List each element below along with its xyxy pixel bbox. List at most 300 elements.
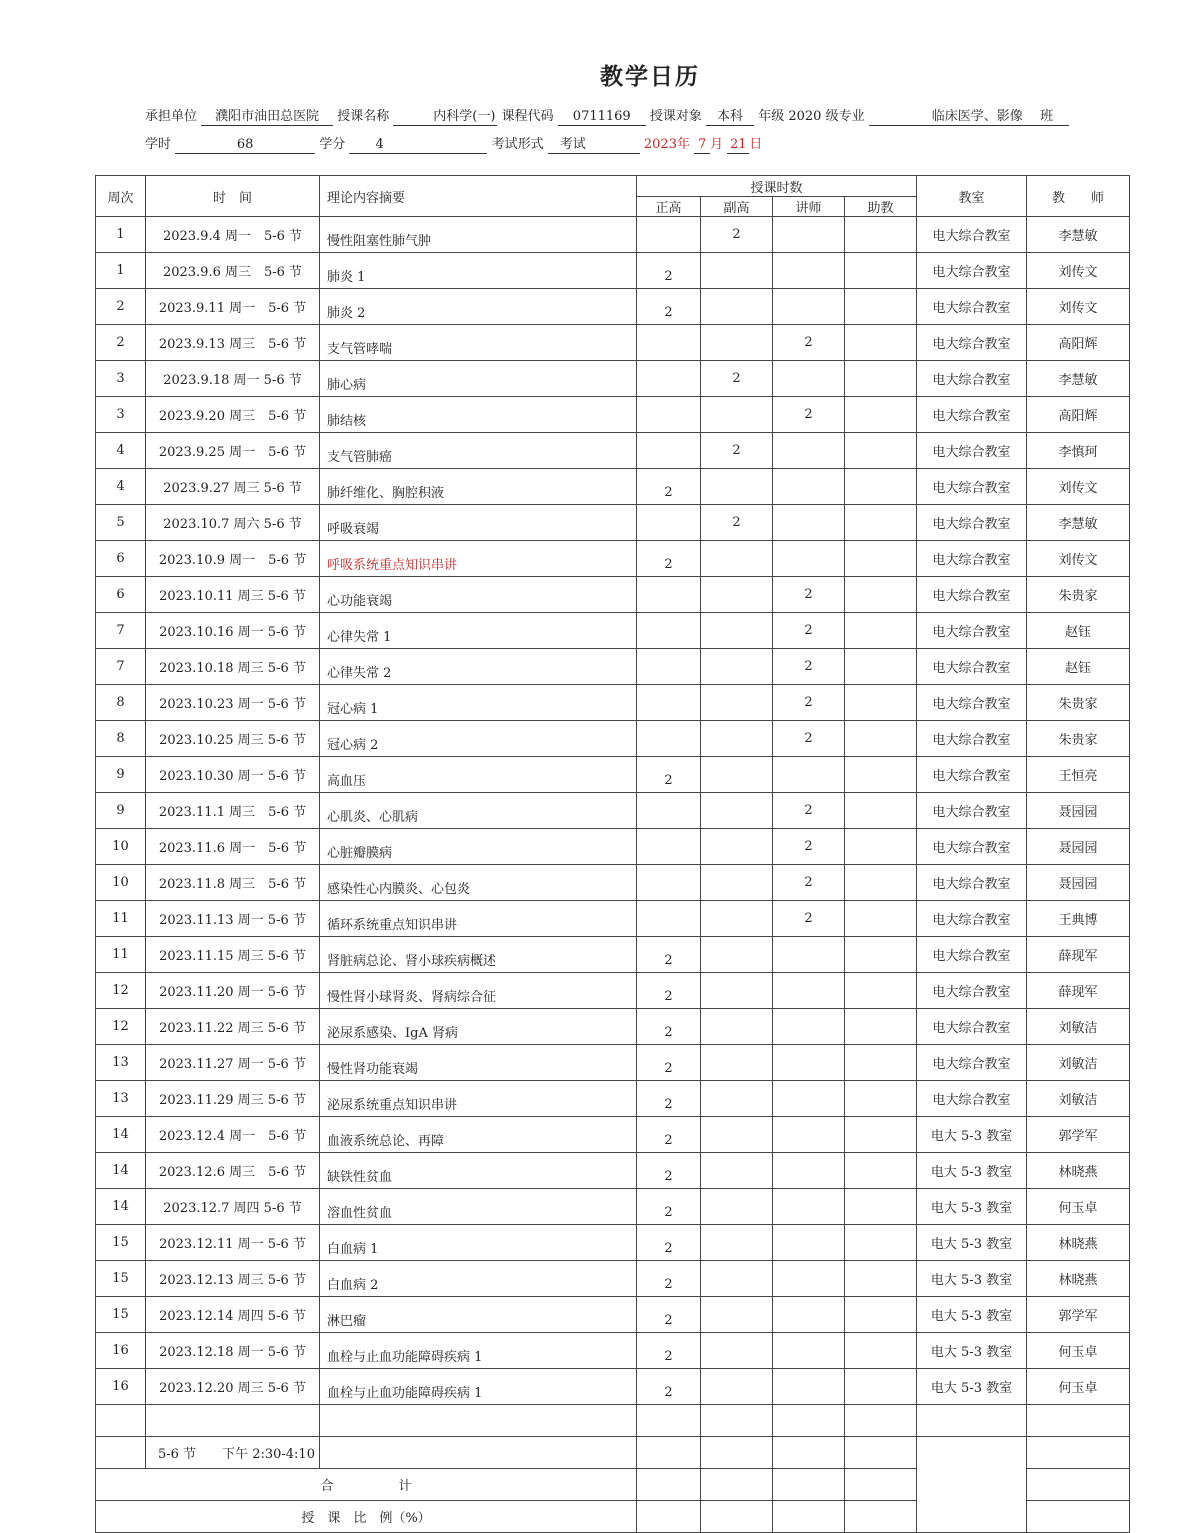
cell-room: 电大综合教室 [917,361,1027,397]
cell-fugao: 2 [701,433,773,469]
cell-fugao: 2 [701,217,773,253]
cell-time: 2023.10.9 周一 5-6 节 [146,541,320,577]
cell-room: 电大 5-3 教室 [917,1333,1027,1369]
cell-jiangshi [773,541,845,577]
cell-time: 2023.12.7 周四 5-6 节 [146,1189,320,1225]
cell-zhenggao: 2 [637,1009,701,1045]
cell-fugao [701,1261,773,1297]
cell-room: 电大综合教室 [917,793,1027,829]
major-value: 临床医学、影像 [869,109,1025,126]
cell-zhujiao [845,217,917,253]
total-label: 合 计 [96,1469,637,1501]
cell-content: 支气管哮喘 [320,325,637,361]
cell-room: 电大 5-3 教室 [917,1297,1027,1333]
cell-week: 14 [96,1117,146,1153]
time-note-row [96,1437,1130,1469]
cell-content: 呼吸衰竭 [320,505,637,541]
cell-teacher: 李慧敏 [1027,505,1130,541]
table-row [96,1117,1130,1153]
cell-fugao [701,577,773,613]
table-row [96,757,1130,793]
cell-jiangshi: 2 [773,829,845,865]
cell-content: 心肌炎、心肌病 [320,793,637,829]
cell-jiangshi: 2 [773,685,845,721]
cell-week: 15 [96,1261,146,1297]
cell-time: 2023.9.6 周三 5-6 节 [146,253,320,289]
cell-zhujiao [845,1081,917,1117]
cell-zhenggao [637,577,701,613]
cell-time: 2023.9.11 周一 5-6 节 [146,289,320,325]
cell-week: 12 [96,1009,146,1045]
cell-teacher: 刘敏洁 [1027,1045,1130,1081]
cell-fugao [701,1297,773,1333]
table-row [96,397,1130,433]
cell-jiangshi [773,1117,845,1153]
cell-content: 呼吸系统重点知识串讲 [320,541,637,577]
grade-value: 2020 [788,109,822,124]
cell-time: 2023.12.18 周一 5-6 节 [146,1333,320,1369]
cell-jiangshi: 2 [773,577,845,613]
cell-teacher: 聂园园 [1027,865,1130,901]
cell-room: 电大 5-3 教室 [917,1117,1027,1153]
cell-teacher: 薛现军 [1027,973,1130,1009]
cell-time: 2023.11.13 周一 5-6 节 [146,901,320,937]
cell-zhujiao [845,289,917,325]
cell-time: 2023.11.20 周一 5-6 节 [146,973,320,1009]
cell-teacher: 王恒亮 [1027,757,1130,793]
cell-fugao [701,613,773,649]
cell-week: 5 [96,505,146,541]
exam-value: 考试 [548,137,640,154]
cell-zhenggao [637,217,701,253]
header-time: 时 间 [146,176,320,217]
table-row [96,1045,1130,1081]
cell-zhujiao [845,865,917,901]
cell-content: 循环系统重点知识串讲 [320,901,637,937]
cell-room: 电大综合教室 [917,433,1027,469]
cell-zhujiao [845,361,917,397]
cell-content: 心律失常 1 [320,613,637,649]
table-row [96,649,1130,685]
cell-jiangshi: 2 [773,721,845,757]
cell-jiangshi [773,505,845,541]
cell-zhenggao [637,685,701,721]
cell-time: 2023.11.29 周三 5-6 节 [146,1081,320,1117]
teaching-calendar-table [95,175,1130,1533]
cell-fugao: 2 [701,361,773,397]
cell-jiangshi [773,937,845,973]
cell-week: 16 [96,1369,146,1405]
header-room: 教室 [917,176,1027,217]
cell-fugao [701,937,773,973]
cell-teacher: 赵钰 [1027,649,1130,685]
cell-content: 心脏瓣膜病 [320,829,637,865]
cell-zhenggao [637,397,701,433]
cell-zhujiao [845,325,917,361]
cell-fugao [701,1369,773,1405]
cell-fugao [701,1153,773,1189]
cell-zhenggao: 2 [637,1369,701,1405]
cell-room: 电大综合教室 [917,253,1027,289]
hours-label: 学时 [145,137,172,152]
cell-content: 泌尿系统重点知识串讲 [320,1081,637,1117]
hours-value: 68 [175,137,315,154]
cell-zhujiao [845,937,917,973]
cell-teacher: 赵钰 [1027,613,1130,649]
cell-week: 14 [96,1189,146,1225]
cell-time: 2023.10.18 周三 5-6 节 [146,649,320,685]
cell-time: 2023.12.13 周三 5-6 节 [146,1261,320,1297]
cell-room: 电大综合教室 [917,973,1027,1009]
target-value: 本科 [706,109,754,126]
header-hours-group: 授课时数 [637,176,917,197]
cell-room: 电大 5-3 教室 [917,1261,1027,1297]
cell-zhujiao [845,1153,917,1189]
cell-room: 电大综合教室 [917,721,1027,757]
header-content: 理论内容摘要 [320,176,637,217]
cell-zhenggao [637,901,701,937]
cell-content: 白血病 2 [320,1261,637,1297]
cell-zhujiao [845,469,917,505]
cell-room: 电大 5-3 教室 [917,1225,1027,1261]
cell-content: 肺炎 2 [320,289,637,325]
cell-content: 泌尿系感染、IgA 肾病 [320,1009,637,1045]
cell-room: 电大综合教室 [917,541,1027,577]
cell-zhenggao: 2 [637,1261,701,1297]
cell-content: 血液系统总论、再障 [320,1117,637,1153]
cell-zhujiao [845,721,917,757]
cell-jiangshi: 2 [773,793,845,829]
cell-content: 冠心病 1 [320,685,637,721]
cell-time: 2023.11.8 周三 5-6 节 [146,865,320,901]
cell-time: 2023.9.4 周一 5-6 节 [146,217,320,253]
table-row [96,901,1130,937]
cell-zhujiao [845,1297,917,1333]
cell-time: 2023.11.27 周一 5-6 节 [146,1045,320,1081]
exam-label: 考试形式 [491,137,544,152]
cell-time: 2023.12.14 周四 5-6 节 [146,1297,320,1333]
credits-value: 4 [349,137,487,154]
cell-zhujiao [845,433,917,469]
cell-teacher: 刘敏洁 [1027,1009,1130,1045]
cell-week: 6 [96,541,146,577]
table-row [96,721,1130,757]
cell-week: 11 [96,901,146,937]
cell-room: 电大综合教室 [917,757,1027,793]
cell-content: 高血压 [320,757,637,793]
cell-time: 2023.9.20 周三 5-6 节 [146,397,320,433]
cell-zhujiao [845,397,917,433]
cell-jiangshi [773,1045,845,1081]
cell-jiangshi [773,361,845,397]
cell-jiangshi [773,1153,845,1189]
cell-fugao [701,721,773,757]
cell-zhenggao [637,613,701,649]
table-row [96,1189,1130,1225]
cell-teacher: 聂园园 [1027,793,1130,829]
cell-fugao [701,541,773,577]
cell-teacher: 薛现军 [1027,937,1130,973]
cell-jiangshi: 2 [773,325,845,361]
cell-jiangshi [773,1369,845,1405]
cell-jiangshi [773,1333,845,1369]
cell-time: 2023.9.27 周三 5-6 节 [146,469,320,505]
cell-zhenggao: 2 [637,253,701,289]
cell-fugao [701,973,773,1009]
cell-zhujiao [845,253,917,289]
cell-content: 感染性心内膜炎、心包炎 [320,865,637,901]
cell-fugao [701,469,773,505]
cell-fugao [701,649,773,685]
header-week: 周次 [96,176,146,217]
cell-teacher: 刘传文 [1027,469,1130,505]
code-label: 课程代码 [501,109,554,124]
cell-jiangshi: 2 [773,901,845,937]
cell-fugao [701,757,773,793]
table-row [96,217,1130,253]
cell-room: 电大综合教室 [917,649,1027,685]
cell-jiangshi [773,253,845,289]
cell-zhenggao: 2 [637,1117,701,1153]
table-row [96,289,1130,325]
table-row [96,1261,1130,1297]
cell-teacher: 朱贵家 [1027,721,1130,757]
cell-time: 2023.9.18 周一 5-6 节 [146,361,320,397]
cell-time: 2023.11.6 周一 5-6 节 [146,829,320,865]
cell-time: 2023.9.13 周三 5-6 节 [146,325,320,361]
table-row [96,469,1130,505]
cell-jiangshi [773,217,845,253]
cell-week: 7 [96,613,146,649]
cell-room: 电大综合教室 [917,937,1027,973]
cell-room: 电大 5-3 教室 [917,1189,1027,1225]
class-label: 班 [1025,109,1069,126]
cell-content: 缺铁性贫血 [320,1153,637,1189]
cell-week: 6 [96,577,146,613]
cell-zhenggao [637,433,701,469]
time-note: 5-6 节 下午 2:30-4:10 [146,1437,320,1469]
cell-zhenggao: 2 [637,541,701,577]
calendar-date: 2023年 7 月 21 日 [643,137,763,152]
cell-teacher: 林晓燕 [1027,1261,1130,1297]
cell-week: 10 [96,829,146,865]
cell-zhenggao [637,829,701,865]
cell-zhenggao: 2 [637,1153,701,1189]
cell-week: 10 [96,865,146,901]
cell-week: 12 [96,973,146,1009]
code-value: 0711169 [558,109,646,126]
cell-time: 2023.11.1 周三 5-6 节 [146,793,320,829]
cell-jiangshi [773,1261,845,1297]
cell-room: 电大综合教室 [917,289,1027,325]
cell-content: 慢性肾小球肾炎、肾病综合征 [320,973,637,1009]
cell-jiangshi [773,757,845,793]
cell-fugao [701,1189,773,1225]
cell-zhujiao [845,577,917,613]
table-row [96,865,1130,901]
cell-week: 2 [96,289,146,325]
cell-week: 3 [96,361,146,397]
cell-room: 电大综合教室 [917,397,1027,433]
header-zhenggao: 正高 [637,197,701,217]
table-row [96,685,1130,721]
cell-time: 2023.10.11 周三 5-6 节 [146,577,320,613]
cell-jiangshi [773,433,845,469]
cell-zhenggao [637,361,701,397]
cell-week: 15 [96,1225,146,1261]
blank-row [96,1405,1130,1437]
cell-zhenggao: 2 [637,1189,701,1225]
cell-content: 白血病 1 [320,1225,637,1261]
info-line-1 [145,105,1069,126]
cell-content: 溶血性贫血 [320,1189,637,1225]
cell-content: 血栓与止血功能障碍疾病 1 [320,1369,637,1405]
cell-room: 电大综合教室 [917,1081,1027,1117]
table-row [96,1153,1130,1189]
table-row [96,937,1130,973]
cell-zhenggao [637,793,701,829]
table-row [96,541,1130,577]
cell-room: 电大综合教室 [917,577,1027,613]
cell-teacher: 林晓燕 [1027,1153,1130,1189]
cell-room: 电大 5-3 教室 [917,1153,1027,1189]
cell-content: 心律失常 2 [320,649,637,685]
cell-zhujiao [845,1261,917,1297]
cell-jiangshi [773,973,845,1009]
table-row [96,1009,1130,1045]
page-title: 教学日历 [600,63,700,90]
cell-time: 2023.12.4 周一 5-6 节 [146,1117,320,1153]
cell-teacher: 高阳辉 [1027,325,1130,361]
cell-zhenggao: 2 [637,1333,701,1369]
cell-week: 7 [96,649,146,685]
cell-fugao [701,865,773,901]
cell-fugao [701,1009,773,1045]
cell-teacher: 刘传文 [1027,541,1130,577]
cell-jiangshi [773,1009,845,1045]
cell-zhujiao [845,1117,917,1153]
cell-room: 电大综合教室 [917,829,1027,865]
unit-value: 濮阳市油田总医院 [201,109,333,126]
cell-time: 2023.12.11 周一 5-6 节 [146,1225,320,1261]
cell-fugao [701,289,773,325]
cell-zhenggao: 2 [637,1081,701,1117]
cell-week: 8 [96,685,146,721]
ratio-label: 授 课 比 例（%） [96,1501,637,1533]
course-label: 授课名称 [337,109,390,124]
cell-time: 2023.10.25 周三 5-6 节 [146,721,320,757]
table-row [96,505,1130,541]
cell-zhujiao [845,829,917,865]
cell-zhenggao: 2 [637,1225,701,1261]
cell-week: 11 [96,937,146,973]
cell-jiangshi [773,1189,845,1225]
cell-zhujiao [845,793,917,829]
cell-fugao [701,325,773,361]
table-row [96,325,1130,361]
cell-week: 3 [96,397,146,433]
table-row [96,577,1130,613]
cell-zhenggao: 2 [637,937,701,973]
cell-zhujiao [845,1225,917,1261]
table-row [96,973,1130,1009]
cell-teacher: 刘敏洁 [1027,1081,1130,1117]
cell-time: 2023.10.7 周六 5-6 节 [146,505,320,541]
cell-zhenggao [637,721,701,757]
cell-zhenggao [637,649,701,685]
cell-teacher: 郭学军 [1027,1297,1130,1333]
cell-room: 电大综合教室 [917,1045,1027,1081]
header-teacher: 教 师 [1027,176,1130,217]
cell-zhujiao [845,1189,917,1225]
table-row [96,829,1130,865]
cell-jiangshi: 2 [773,865,845,901]
cell-content: 慢性肾功能衰竭 [320,1045,637,1081]
cell-time: 2023.9.25 周一 5-6 节 [146,433,320,469]
cell-fugao [701,901,773,937]
cell-zhenggao: 2 [637,1297,701,1333]
cell-week: 4 [96,469,146,505]
cell-content: 支气管肺癌 [320,433,637,469]
cell-week: 15 [96,1297,146,1333]
cell-teacher: 李慧敏 [1027,361,1130,397]
cell-zhenggao: 2 [637,1045,701,1081]
table-row [96,433,1130,469]
cell-teacher: 郭学军 [1027,1117,1130,1153]
cell-teacher: 何玉卓 [1027,1333,1130,1369]
cell-teacher: 朱贵家 [1027,685,1130,721]
cell-time: 2023.11.22 周三 5-6 节 [146,1009,320,1045]
cell-content: 冠心病 2 [320,721,637,757]
cell-fugao [701,1117,773,1153]
cell-jiangshi [773,289,845,325]
cell-room: 电大 5-3 教室 [917,1369,1027,1405]
cell-jiangshi: 2 [773,397,845,433]
cell-fugao [701,1081,773,1117]
table-row [96,1081,1130,1117]
table-row [96,1333,1130,1369]
cell-week: 13 [96,1081,146,1117]
cell-zhujiao [845,901,917,937]
cell-content: 肺结核 [320,397,637,433]
cell-fugao [701,685,773,721]
table-row [96,1297,1130,1333]
cell-zhenggao [637,505,701,541]
cell-teacher: 何玉卓 [1027,1369,1130,1405]
cell-time: 2023.12.6 周三 5-6 节 [146,1153,320,1189]
cell-fugao [701,397,773,433]
cell-zhujiao [845,685,917,721]
cell-time: 2023.10.30 周一 5-6 节 [146,757,320,793]
cell-week: 13 [96,1045,146,1081]
cell-time: 2023.10.16 周一 5-6 节 [146,613,320,649]
cell-teacher: 刘传文 [1027,289,1130,325]
cell-content: 血栓与止血功能障碍疾病 1 [320,1333,637,1369]
cell-week: 4 [96,433,146,469]
cell-room: 电大综合教室 [917,505,1027,541]
cell-zhenggao: 2 [637,973,701,1009]
cell-fugao [701,1045,773,1081]
cell-zhujiao [845,613,917,649]
cell-content: 肺炎 1 [320,253,637,289]
table-row [96,253,1130,289]
table-row [96,1225,1130,1261]
credits-label: 学分 [319,137,346,152]
cell-zhujiao [845,505,917,541]
cell-time: 2023.12.20 周三 5-6 节 [146,1369,320,1405]
cell-week: 1 [96,217,146,253]
cell-room: 电大综合教室 [917,217,1027,253]
